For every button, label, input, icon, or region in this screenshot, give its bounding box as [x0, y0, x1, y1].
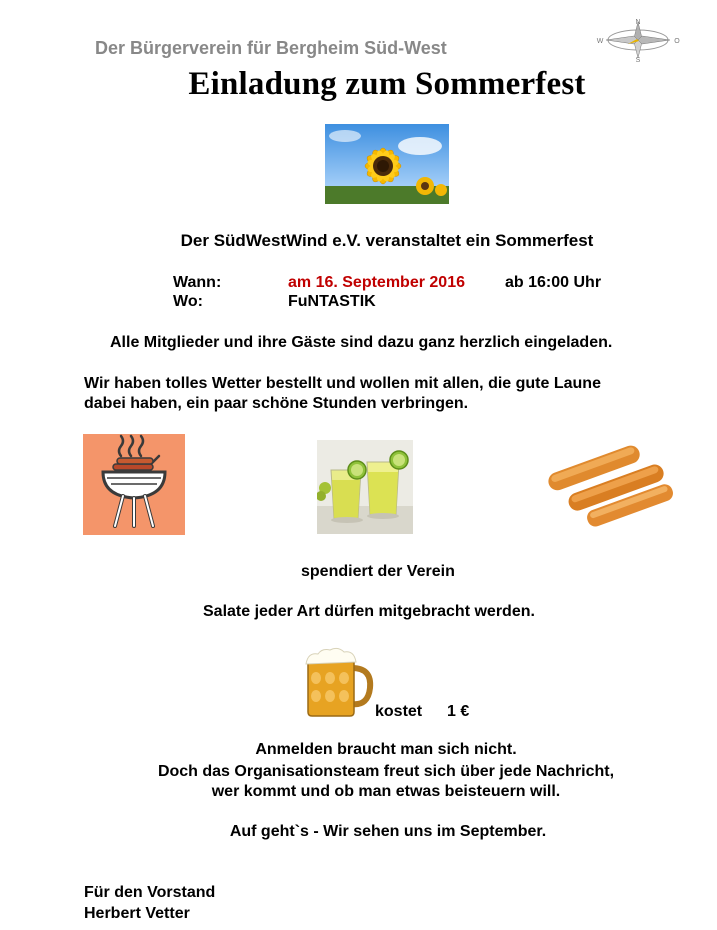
closing-line-1: Anmelden braucht man sich nicht.	[255, 741, 517, 758]
sponsor-line: spendiert der Verein	[301, 563, 455, 580]
organization-name: Der Bürgerverein für Bergheim Süd-West	[95, 38, 447, 58]
closing-line-4: Auf geht`s - Wir sehen uns im September.	[229, 823, 547, 840]
beer-price-value: 1 €	[447, 703, 470, 720]
sunflower-image	[325, 124, 449, 204]
grill-image	[83, 434, 185, 535]
drinks-image	[317, 440, 413, 534]
where-label: Wo:	[173, 293, 203, 310]
closing-line-3: wer kommt und ob man etwas beisteuern will.	[211, 783, 561, 800]
beer-price-label: kostet	[375, 703, 423, 720]
when-time: ab 16:00 Uhr	[505, 274, 602, 291]
when-label: Wann:	[173, 274, 222, 291]
weather-line-2: dabei haben, ein paar schöne Stunden verbringen.	[84, 395, 469, 412]
compass-east: O	[674, 38, 680, 45]
compass-rose-icon	[588, 18, 688, 62]
where-value: FuNTASTIK	[288, 293, 376, 310]
intro-line: Der SüdWestWind e.V. veranstaltet ein Sommerfest	[180, 231, 594, 250]
closing-line-2: Doch das Organisationsteam freut sich über jede Nachricht,	[157, 763, 615, 780]
when-date: am 16. September 2016	[288, 274, 465, 291]
salad-line: Salate jeder Art dürfen mitgebracht werden.	[203, 603, 535, 620]
compass-south: S	[635, 57, 641, 62]
signature-line-2: Herbert Vetter	[84, 905, 190, 922]
beer-mug-image	[302, 644, 376, 718]
invite-line: Alle Mitglieder und ihre Gäste sind dazu ganz herzlich eingeladen.	[110, 334, 613, 351]
baguette-image	[548, 440, 676, 536]
compass-west: W	[596, 38, 604, 45]
compass-north: N	[635, 19, 641, 26]
page-title: Einladung zum Sommerfest	[188, 66, 586, 102]
signature-line-1: Für den Vorstand	[84, 884, 216, 901]
weather-line-1: Wir haben tolles Wetter bestellt und wollen mit allen, die gute Laune	[84, 375, 601, 392]
